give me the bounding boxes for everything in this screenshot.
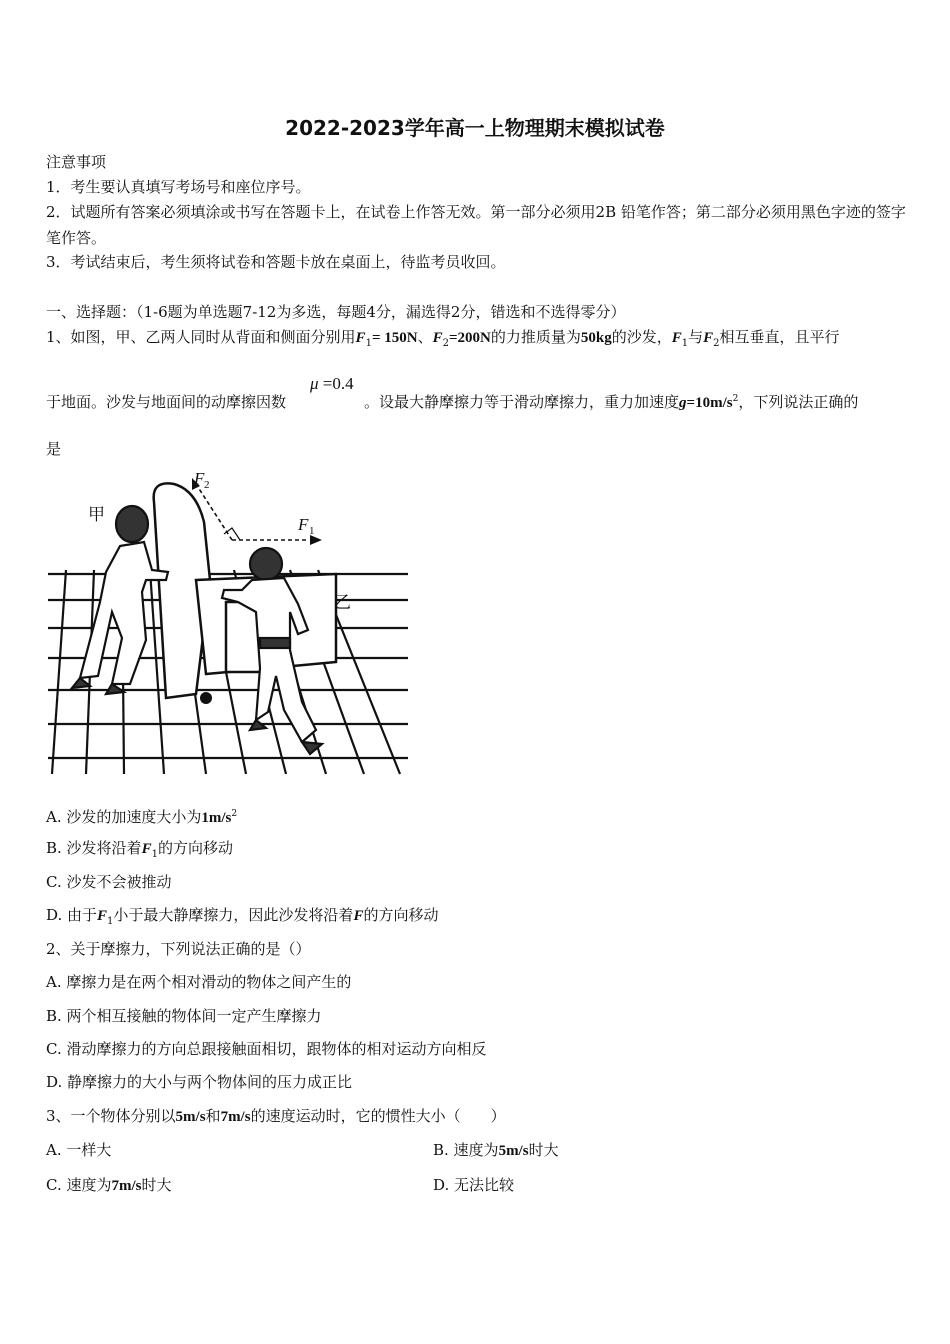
notice-item-3: 3．考试结束后，考生须将试卷和答题卡放在桌面上，待监考员收回。 [46, 253, 506, 271]
q2-option-a[interactable]: A. 摩擦力是在两个相对滑动的物体之间产生的 [46, 973, 352, 991]
q1-stem-line1: 1、如图，甲、乙两人同时从背面和侧面分别用$F_1= 150N$、$F_2=200N$的力推质量为50kg的沙发，$F_1$与$F_2$相互垂直，且平行 [46, 328, 840, 349]
label-f1-sub: 1 [309, 525, 315, 537]
q2-stem: 2、关于摩擦力，下列说法正确的是（） [46, 940, 311, 958]
q1-stem-line3: 是 [46, 440, 62, 458]
label-f2: F [194, 469, 205, 488]
notice-item-1: 1．考生要认真填写考场号和座位序号。 [46, 178, 311, 196]
q3-option-d[interactable]: D. 无法比较 [433, 1176, 515, 1194]
q2-option-d[interactable]: D. 静摩擦力的大小与两个物体间的压力成正比 [46, 1073, 353, 1091]
mu-formula: μ =0.4 [310, 374, 354, 393]
q1-option-d[interactable]: D. 由于$F_1$小于最大静摩擦力，因此沙发将沿着F的方向移动 [46, 906, 439, 927]
section-heading: 一、选择题：（1-6题为单选题7-12为多选，每题4分，漏选得2分，错选和不选得零分） [46, 303, 626, 321]
q1-option-b[interactable]: B. 沙发将沿着$F_1$的方向移动 [46, 839, 233, 860]
label-jia: 甲 [88, 505, 105, 525]
q1-option-c[interactable]: C. 沙发不会被推动 [46, 873, 172, 891]
label-yi: 乙 [334, 593, 351, 613]
q1-option-a[interactable]: A. 沙发的加速度大小为$1m/s^2$ [46, 808, 238, 826]
q3-option-a[interactable]: A. 一样大 [46, 1141, 112, 1159]
q2-option-b[interactable]: B. 两个相互接触的物体间一定产生摩擦力 [46, 1007, 322, 1025]
label-f2-sub: 2 [204, 479, 210, 491]
sofa-push-figure [46, 462, 410, 778]
notice-item-2: 2．试题所有答案必须填涂或书写在答题卡上，在试卷上作答无效。第一部分必须用2B 铅笔作答；第二部分必须用黑色字迹的签字笔作答。 [46, 203, 906, 247]
label-f1: F [298, 515, 309, 534]
notice-heading: 注意事项 [46, 153, 107, 171]
q3-stem: 3、一个物体分别以5m/s和7m/s的速度运动时，它的惯性大小（ ） [46, 1107, 506, 1125]
page-title: 2022-2023学年高一上物理期末模拟试卷 [285, 116, 665, 140]
q1-stem-line2: 于地面。沙发与地面间的动摩擦因数 。设最大静摩擦力等于滑动摩擦力，重力加速度$g=10m/s^2$，下列说法正确的 [46, 393, 859, 411]
q3-option-c[interactable]: C. 速度为7m/s时大 [46, 1176, 172, 1194]
q2-option-c[interactable]: C. 滑动摩擦力的方向总跟接触面相切，跟物体的相对运动方向相反 [46, 1040, 487, 1058]
q3-option-b[interactable]: B. 速度为5m/s时大 [433, 1141, 559, 1159]
